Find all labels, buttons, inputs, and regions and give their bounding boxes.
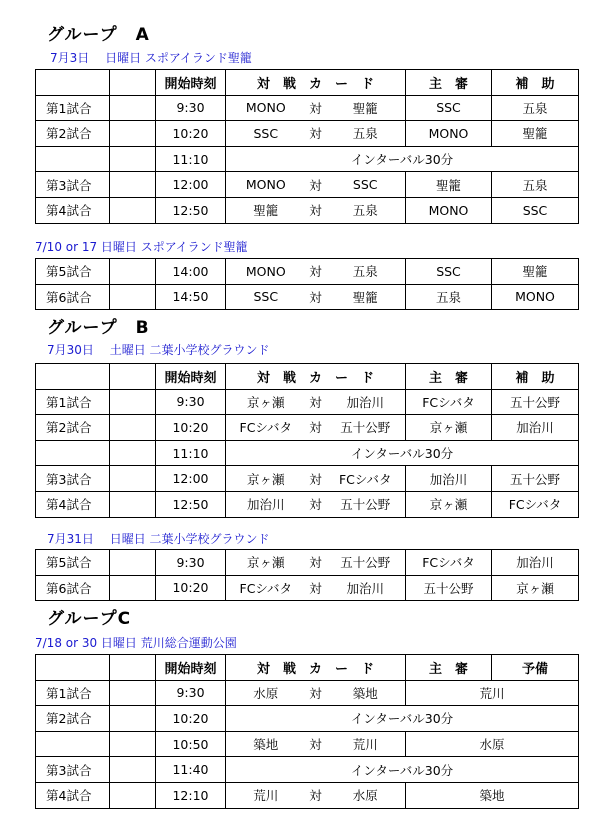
referee: MONO (406, 197, 492, 223)
match-time: 10:20 (156, 415, 226, 441)
home-team: FCシバタ (239, 420, 293, 436)
away-team: 聖籠 (352, 289, 378, 305)
referee: 五泉 (406, 284, 492, 310)
home-team: 荒川 (253, 788, 279, 804)
away-team: 五十公野 (340, 497, 391, 513)
referee: 五十公野 (406, 575, 492, 601)
blank-cell (110, 197, 156, 223)
match-card (226, 782, 406, 808)
assist: 聖籠 (492, 121, 579, 147)
blank-cell (110, 95, 156, 121)
match-card (226, 491, 406, 517)
match-card (226, 575, 406, 601)
table-header-row (36, 70, 579, 96)
table-row (36, 284, 579, 310)
blank-cell (110, 389, 156, 415)
header-reserve: 予備 (492, 655, 579, 681)
group-a-day1-subtitle: 7月3日 日曜日 スポアイランド聖籠 (50, 51, 252, 65)
match-card (226, 172, 406, 198)
match-card (226, 197, 406, 223)
versus: 対 (309, 580, 322, 596)
match-time: 11:10 (156, 440, 226, 466)
match-time: 10:20 (156, 121, 226, 147)
assist: 京ヶ瀬 (492, 575, 579, 601)
blank-cell (110, 550, 156, 576)
versus: 対 (309, 737, 322, 753)
assist: 五十公野 (492, 466, 579, 492)
header-referee: 主 審 (406, 655, 492, 681)
referee-reserve: 築地 (406, 782, 579, 808)
referee-reserve: 水原 (406, 731, 579, 757)
match-label: 第3試合 (36, 466, 110, 492)
group-c-title: グループC (47, 609, 132, 629)
blank-cell (110, 782, 156, 808)
versus: 対 (309, 177, 322, 193)
referee: SSC (406, 95, 492, 121)
match-label: 第6試合 (36, 575, 110, 601)
table-row (36, 680, 579, 706)
match-card (226, 284, 406, 310)
match-time: 9:30 (156, 550, 226, 576)
home-team: 築地 (253, 737, 279, 753)
group-b-day1-table (35, 363, 579, 518)
table-row (36, 550, 579, 576)
match-card (226, 680, 406, 706)
referee: MONO (406, 121, 492, 147)
header-start-time: 開始時刻 (156, 70, 226, 96)
match-card (226, 466, 406, 492)
away-team: FCシバタ (338, 471, 392, 487)
match-time: 11:10 (156, 146, 226, 172)
match-time: 9:30 (156, 95, 226, 121)
home-team: FCシバタ (239, 580, 293, 596)
home-team: 京ヶ瀬 (247, 394, 285, 410)
versus: 対 (309, 555, 322, 571)
table-row (36, 466, 579, 492)
assist: 加治川 (492, 550, 579, 576)
assist: 五泉 (492, 95, 579, 121)
away-team: 五十公野 (340, 420, 391, 436)
group-b-day2-subtitle: 7月31日 日曜日 二葉小学校グラウンド (47, 532, 270, 546)
home-team: SSC (253, 125, 279, 141)
table-row (36, 389, 579, 415)
group-b-day1-subtitle: 7月30日 土曜日 二葉小学校グラウンド (47, 343, 270, 357)
group-a-day2-table (35, 258, 579, 310)
match-time: 11:40 (156, 757, 226, 783)
versus: 対 (309, 394, 322, 410)
match-label: 第5試合 (36, 259, 110, 285)
blank-cell (110, 466, 156, 492)
match-label: 第1試合 (36, 680, 110, 706)
referee-reserve: 荒川 (406, 680, 579, 706)
home-team: 聖籠 (253, 203, 279, 219)
home-team: 京ヶ瀬 (247, 471, 285, 487)
versus: 対 (309, 264, 322, 280)
match-time: 9:30 (156, 389, 226, 415)
match-time: 12:50 (156, 197, 226, 223)
home-team: SSC (253, 289, 279, 305)
home-team: 京ヶ瀬 (247, 555, 285, 571)
interval-note: インターバル30分 (226, 706, 579, 732)
header-card: 対 戦 カ ー ド (226, 364, 406, 390)
group-a-day2-subtitle: 7/10 or 17 日曜日 スポアイランド聖籠 (35, 240, 248, 254)
away-team: SSC (352, 177, 378, 193)
versus: 対 (309, 420, 322, 436)
blank-cell (110, 680, 156, 706)
match-card (226, 259, 406, 285)
match-label (36, 146, 110, 172)
blank-cell (110, 757, 156, 783)
match-time: 12:10 (156, 782, 226, 808)
away-team: 築地 (352, 685, 378, 701)
home-team: 水原 (253, 685, 279, 701)
blank-cell (110, 172, 156, 198)
versus: 対 (309, 497, 322, 513)
away-team: 聖籠 (352, 100, 378, 116)
assist: FCシバタ (492, 491, 579, 517)
match-time: 12:00 (156, 466, 226, 492)
group-c-table (35, 654, 579, 809)
table-header-row (36, 364, 579, 390)
blank-cell (110, 491, 156, 517)
away-team: 加治川 (346, 394, 384, 410)
header-referee: 主 審 (406, 364, 492, 390)
match-label: 第2試合 (36, 415, 110, 441)
header-start-time: 開始時刻 (156, 655, 226, 681)
match-label: 第2試合 (36, 706, 110, 732)
assist: 五十公野 (492, 389, 579, 415)
match-time: 12:50 (156, 491, 226, 517)
interval-note: インターバル30分 (226, 440, 579, 466)
match-time: 10:20 (156, 706, 226, 732)
header-empty (110, 70, 156, 96)
versus: 対 (309, 289, 322, 305)
blank-cell (110, 731, 156, 757)
table-row (36, 491, 579, 517)
match-time: 9:30 (156, 680, 226, 706)
header-empty (36, 364, 110, 390)
match-label: 第1試合 (36, 389, 110, 415)
match-label (36, 731, 110, 757)
versus: 対 (309, 100, 322, 116)
match-label: 第3試合 (36, 757, 110, 783)
away-team: 水原 (352, 788, 378, 804)
header-empty (36, 70, 110, 96)
away-team: 五泉 (352, 126, 378, 142)
table-row (36, 415, 579, 441)
blank-cell (110, 259, 156, 285)
away-team: 五泉 (352, 264, 378, 280)
assist: 聖籠 (492, 259, 579, 285)
header-start-time: 開始時刻 (156, 364, 226, 390)
blank-cell (110, 121, 156, 147)
interval-note: インターバル30分 (226, 757, 579, 783)
versus: 対 (309, 685, 322, 701)
match-time: 10:20 (156, 575, 226, 601)
match-label: 第4試合 (36, 491, 110, 517)
versus: 対 (309, 788, 322, 804)
group-a-day1-table (35, 69, 579, 224)
assist: 五泉 (492, 172, 579, 198)
match-card (226, 121, 406, 147)
group-b-title: グループ B (47, 318, 150, 338)
match-time: 10:50 (156, 731, 226, 757)
match-card (226, 731, 406, 757)
versus: 対 (309, 471, 322, 487)
referee: FCシバタ (406, 550, 492, 576)
table-row (36, 782, 579, 808)
blank-cell (110, 146, 156, 172)
home-team: 加治川 (247, 497, 285, 513)
group-c-day1-subtitle: 7/18 or 30 日曜日 荒川総合運動公園 (35, 636, 237, 650)
blank-cell (110, 415, 156, 441)
table-row (36, 575, 579, 601)
match-label: 第2試合 (36, 121, 110, 147)
match-label: 第3試合 (36, 172, 110, 198)
referee: SSC (406, 259, 492, 285)
home-team: MONO (245, 100, 286, 116)
table-row (36, 95, 579, 121)
match-label: 第1試合 (36, 95, 110, 121)
group-a-title: グループ A (47, 25, 150, 45)
match-card (226, 550, 406, 576)
match-card (226, 415, 406, 441)
table-row-interval (36, 440, 579, 466)
match-label: 第5試合 (36, 550, 110, 576)
header-referee: 主 審 (406, 70, 492, 96)
referee: 京ヶ瀬 (406, 491, 492, 517)
table-header-row (36, 655, 579, 681)
header-empty (36, 655, 110, 681)
match-time: 12:00 (156, 172, 226, 198)
away-team: 加治川 (346, 580, 384, 596)
table-row (36, 259, 579, 285)
match-label (36, 440, 110, 466)
assist: 加治川 (492, 415, 579, 441)
referee: 聖籠 (406, 172, 492, 198)
away-team: 荒川 (352, 737, 378, 753)
header-assist: 補 助 (492, 364, 579, 390)
blank-cell (110, 440, 156, 466)
away-team: 五泉 (352, 203, 378, 219)
match-time: 14:00 (156, 259, 226, 285)
table-row (36, 731, 579, 757)
interval-note: インターバル30分 (226, 146, 579, 172)
match-card (226, 95, 406, 121)
match-time: 14:50 (156, 284, 226, 310)
away-team: 五十公野 (340, 555, 391, 571)
assist: SSC (492, 197, 579, 223)
referee: 加治川 (406, 466, 492, 492)
table-row-interval (36, 757, 579, 783)
assist: MONO (492, 284, 579, 310)
table-row (36, 121, 579, 147)
table-row-interval (36, 146, 579, 172)
table-row (36, 197, 579, 223)
blank-cell (110, 575, 156, 601)
blank-cell (110, 284, 156, 310)
match-label: 第4試合 (36, 197, 110, 223)
header-assist: 補 助 (492, 70, 579, 96)
home-team: MONO (245, 263, 286, 279)
header-card: 対 戦 カ ー ド (226, 655, 406, 681)
blank-cell (110, 706, 156, 732)
versus: 対 (309, 203, 322, 219)
match-label: 第4試合 (36, 782, 110, 808)
group-b-day2-table (35, 549, 579, 601)
match-label: 第6試合 (36, 284, 110, 310)
header-empty (110, 655, 156, 681)
header-empty (110, 364, 156, 390)
header-card: 対 戦 カ ー ド (226, 70, 406, 96)
table-row (36, 172, 579, 198)
home-team: MONO (245, 177, 286, 193)
match-card (226, 389, 406, 415)
table-row-interval (36, 706, 579, 732)
versus: 対 (309, 126, 322, 142)
referee: FCシバタ (406, 389, 492, 415)
referee: 京ヶ瀬 (406, 415, 492, 441)
